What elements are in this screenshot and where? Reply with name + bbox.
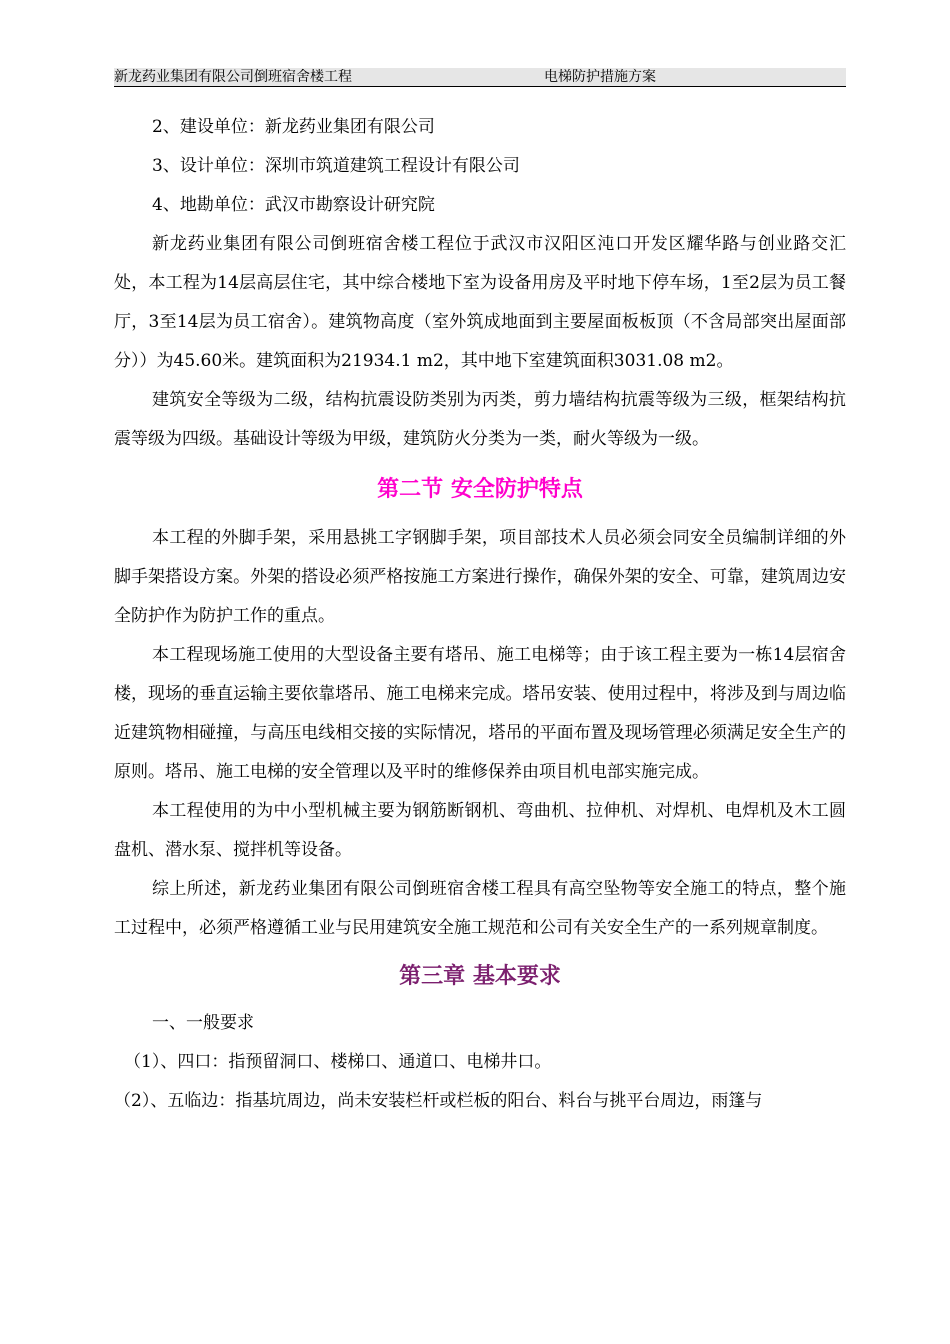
list-item-build-unit: 2、建设单位：新龙药业集团有限公司	[152, 117, 435, 137]
list-item-survey-unit: 4、地勘单位：武汉市勘察设计研究院	[152, 195, 435, 215]
header-document-title: 电梯防护措施方案	[544, 69, 656, 85]
subsection-heading: 一、一般要求	[152, 1013, 254, 1033]
document-body	[114, 108, 846, 1121]
list-item-four-openings: （1）、四口：指预留洞口、楼梯口、通道口、电梯井口。	[124, 1052, 552, 1072]
header-project-name: 新龙药业集团有限公司倒班宿舍楼工程	[114, 69, 352, 85]
section-heading: 第二节 安全防护特点	[377, 476, 583, 502]
list-item-design-unit: 3、设计单位：深圳市筑道建筑工程设计有限公司	[152, 156, 520, 176]
page-header	[114, 68, 846, 87]
section-paragraph: 本工程的外脚手架，采用悬挑工字钢脚手架，项目部技术人员必须会同安全员编制详细的外脚手架搭设方案。外架的搭设必须严格按施工方案进行操作，确保外架的安全、可靠，建筑周边安全防护作为防护工作的重点。	[114, 528, 846, 626]
list-item-five-edges: （2）、五临边：指基坑周边，尚未安装栏杆或栏板的阳台、料台与挑平台周边，雨篷与	[114, 1091, 763, 1111]
safety-grade-paragraph: 建筑安全等级为二级，结构抗震设防类别为丙类，剪力墙结构抗震等级为三级，框架结构抗震等级为四级。基础设计等级为甲级，建筑防火分类为一类，耐火等级为一级。	[114, 390, 846, 449]
section-paragraph: 本工程现场施工使用的大型设备主要有塔吊、施工电梯等；由于该工程主要为一栋14层宿舍楼，现场的垂直运输主要依靠塔吊、施工电梯来完成。塔吊安装、使用过程中，将涉及到与周边临近建筑物相碰撞，与高压电线相交接的实际情况，塔吊的平面布置及现场管理必须满足安全生产的原则。塔吊、施工电梯的安全管理以及平时的维修保养由项目机电部实施完成。	[114, 645, 846, 782]
project-overview-paragraph: 新龙药业集团有限公司倒班宿舍楼工程位于武汉市汉阳区沌口开发区耀华路与创业路交汇处，本工程为14层高层住宅，其中综合楼地下室为设备用房及平时地下停车场，1至2层为员工餐厅，3至14层为员工宿舍）。建筑物高度（室外筑成地面到主要屋面板板顶（不含局部突出屋面部分））为45.60米。建筑面积为21934.1 m2，其中地下室建筑面积3031.08 m2。	[114, 234, 846, 371]
section-paragraph: 综上所述，新龙药业集团有限公司倒班宿舍楼工程具有高空坠物等安全施工的特点，整个施工过程中，必须严格遵循工业与民用建筑安全施工规范和公司有关安全生产的一系列规章制度。	[114, 879, 846, 938]
section-paragraph: 本工程使用的为中小型机械主要为钢筋断钢机、弯曲机、拉伸机、对焊机、电焊机及木工圆盘机、潜水泵、搅拌机等设备。	[114, 801, 846, 860]
chapter-heading: 第三章 基本要求	[399, 963, 561, 989]
